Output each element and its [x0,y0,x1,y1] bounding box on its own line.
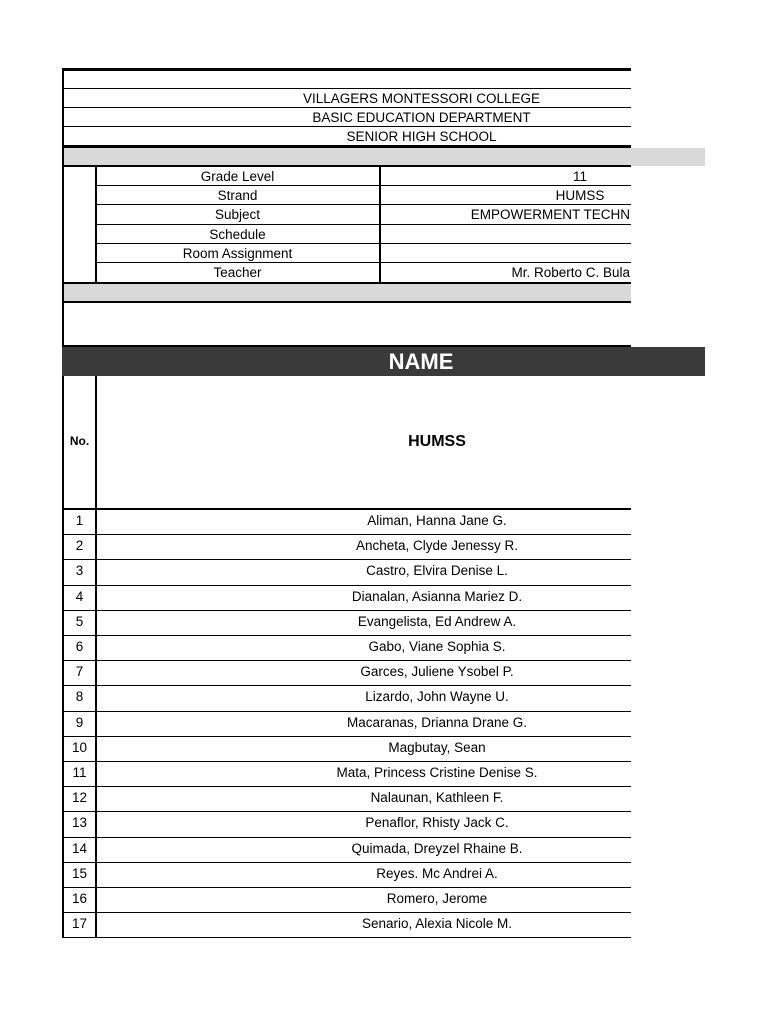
separator-band-2 [64,284,631,302]
student-number: 9 [75,714,84,730]
student-name: Ancheta, Clyde Jenessy R. [355,538,519,554]
no-column-header: No. [69,434,90,448]
roster-header-bottom-border [62,508,631,510]
school-level: SENIOR HIGH SCHOOL [346,129,497,144]
student-name: Aliman, Hanna Jane G. [367,513,507,528]
student-number: 6 [75,639,84,654]
student-name: Lizardo, John Wayne U. [365,689,509,705]
schedule-label: Schedule [209,227,266,242]
student-name: Castro, Elvira Denise L. [366,563,508,579]
student-name: Evangelista, Ed Andrew A. [357,613,517,629]
teacher-label: Teacher [213,265,262,280]
table-row-divider [62,610,631,611]
room-assignment-label: Room Assignment [182,246,293,261]
strand-value: HUMSS [555,188,605,203]
table-row-divider [62,937,631,938]
student-number: 12 [71,790,88,806]
table-row-divider [62,837,631,838]
table-row-divider [62,685,631,686]
student-number: 7 [75,664,84,680]
student-number: 4 [75,588,84,604]
teacher-value: Mr. Roberto C. Bula [511,265,630,280]
table-row-divider [62,887,631,888]
student-name: Reyes. Mc Andrei A. [376,865,498,881]
separator-band-1 [62,148,705,166]
table-row-divider [62,534,631,535]
student-number: 1 [75,513,84,528]
table-row-divider [62,711,631,712]
student-name: Senario, Alexia Nicole M. [361,916,513,932]
student-name: Penaflor, Rhisty Jack C. [365,815,509,831]
table-row-divider [62,786,631,787]
student-number: 2 [75,538,84,554]
table-row-divider [62,811,631,812]
student-name: Nalaunan, Kathleen F. [370,790,504,806]
student-name: Macaranas, Drianna Drane G. [346,714,528,730]
table-row-divider [62,660,631,661]
table-row-divider [62,559,631,560]
table-row-divider [62,585,631,586]
student-number: 14 [71,840,88,856]
separator-band-2-bottom [62,301,631,303]
subject-value: EMPOWERMENT TECHN [470,207,630,222]
student-name: Romero, Jerome [386,891,488,906]
strand-label: Strand [217,188,258,203]
grade-level-value: 11 [572,169,587,184]
student-number: 15 [71,865,88,881]
student-number: 5 [75,613,84,629]
table-row-divider [62,761,631,762]
blank-area-left-border [62,302,64,348]
student-name: Quimada, Dreyzel Rhaine B. [351,840,523,856]
grade-level-label: Grade Level [200,169,275,184]
student-number: 17 [71,916,88,932]
name-column-header: NAME [62,347,705,376]
student-number: 10 [71,739,88,755]
table-row-divider [62,862,631,863]
department-name: BASIC EDUCATION DEPARTMENT [312,110,531,125]
student-name: Dianalan, Asianna Mariez D. [351,588,523,604]
student-number: 16 [71,891,88,906]
strand-column-header: HUMSS [408,433,466,450]
student-number: 11 [72,765,87,780]
school-name: VILLAGERS MONTESSORI COLLEGE [302,91,541,106]
student-name: Gabo, Viane Sophia S. [368,639,506,654]
student-name: Magbutay, Sean [388,739,486,755]
student-number: 3 [75,563,84,579]
table-row-divider [62,736,631,737]
student-name: Garces, Juliene Ysobel P. [360,664,514,680]
student-number: 8 [75,689,84,705]
student-number: 13 [71,815,88,831]
table-row-divider [62,635,631,636]
info-left-border [62,148,64,303]
top-border [62,68,631,71]
student-name: Mata, Princess Cristine Denise S. [336,765,538,780]
subject-label: Subject [214,207,261,222]
table-row-divider [62,912,631,913]
